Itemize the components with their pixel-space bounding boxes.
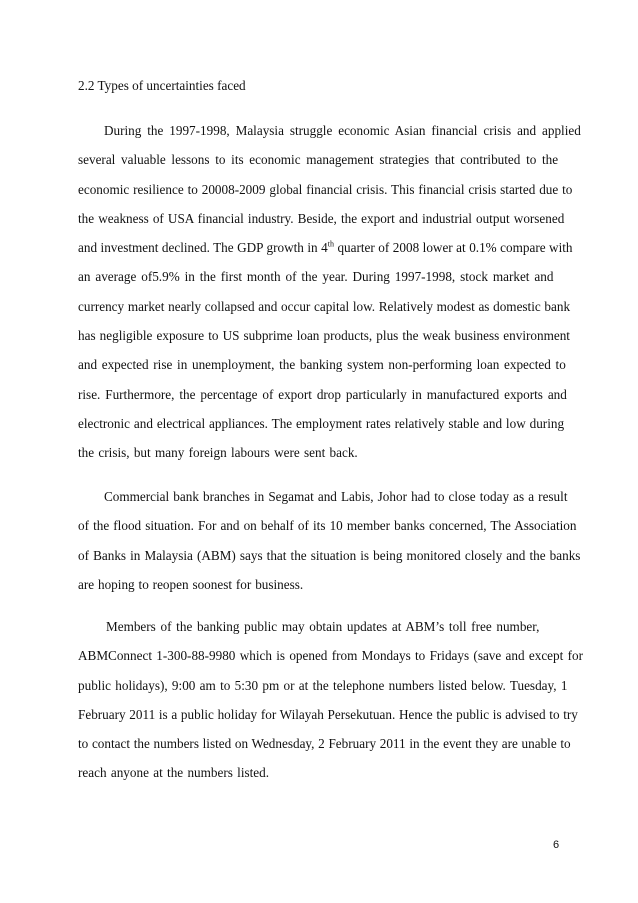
text-line: During the 1997-1998, Malaysia struggle economic Asian financial crisis and applied bbox=[104, 123, 581, 138]
text-line: currency market nearly collapsed and occur capital low. Relatively modest as domestic bank bbox=[78, 298, 571, 314]
text-line: Members of the banking public may obtain updates at ABM’s toll free number, bbox=[106, 619, 540, 634]
page-number: 6 bbox=[553, 839, 560, 851]
text-line: are hoping to reopen soonest for business. bbox=[78, 576, 304, 592]
text-line: of Banks in Malaysia (ABM) says that the situation is being monitored closely and the banks bbox=[78, 547, 581, 563]
text-line: Commercial bank branches in Segamat and Labis, Johor had to close today as a result bbox=[104, 489, 568, 504]
text-line: the crisis, but many foreign labours were sent back. bbox=[78, 445, 358, 461]
text-line: ABMConnect 1-300-88-9980 which is opened from Mondays to Fridays (save and except for bbox=[78, 648, 583, 664]
text-line: February 2011 is a public holiday for Wilayah Persekutuan. Hence the public is advised to try bbox=[78, 706, 578, 722]
text-line: several valuable lessons to its economic management strategies that contributed to the bbox=[78, 152, 559, 168]
text-line: and expected rise in unemployment, the banking system non-performing loan expected to bbox=[78, 357, 566, 373]
text-line: to contact the numbers listed on Wednesday, 2 February 2011 in the event they are unable to bbox=[78, 736, 571, 752]
text-line: of the flood situation. For and on behalf of its 10 member banks concerned, The Association bbox=[78, 518, 577, 534]
text-line: rise. Furthermore, the percentage of export drop particularly in manufactured exports and bbox=[78, 386, 567, 402]
paragraph-3 bbox=[78, 619, 583, 795]
section-heading: 2.2 Types of uncertainties faced bbox=[78, 78, 246, 93]
ordinal-suffix: th bbox=[327, 239, 334, 249]
text-line: economic resilience to 20008-2009 global financial crisis. This financial crisis started due to bbox=[78, 181, 573, 197]
text-line bbox=[78, 239, 573, 269]
text-line: electronic and electrical appliances. The employment rates relatively stable and low during bbox=[78, 415, 565, 431]
paragraph-2 bbox=[78, 489, 581, 606]
paragraph-1 bbox=[78, 123, 581, 475]
gdp-line-end: quarter of 2008 lower at 0.1% compare with bbox=[333, 240, 573, 256]
text-line: the weakness of USA financial industry. Beside, the export and industrial output worsened bbox=[78, 210, 565, 226]
text-line: public holidays), 9:00 am to 5:30 pm or at the telephone numbers listed below. Tuesday, 1 bbox=[78, 677, 568, 693]
text-line: reach anyone at the numbers listed. bbox=[78, 765, 270, 781]
text-line: an average of5.9% in the first month of the year. During 1997-1998, stock market and bbox=[78, 269, 554, 285]
text-line: has negligible exposure to US subprime loan products, plus the weak business environment bbox=[78, 328, 570, 344]
gdp-line-start: and investment declined. The GDP growth in 4 bbox=[78, 240, 328, 256]
